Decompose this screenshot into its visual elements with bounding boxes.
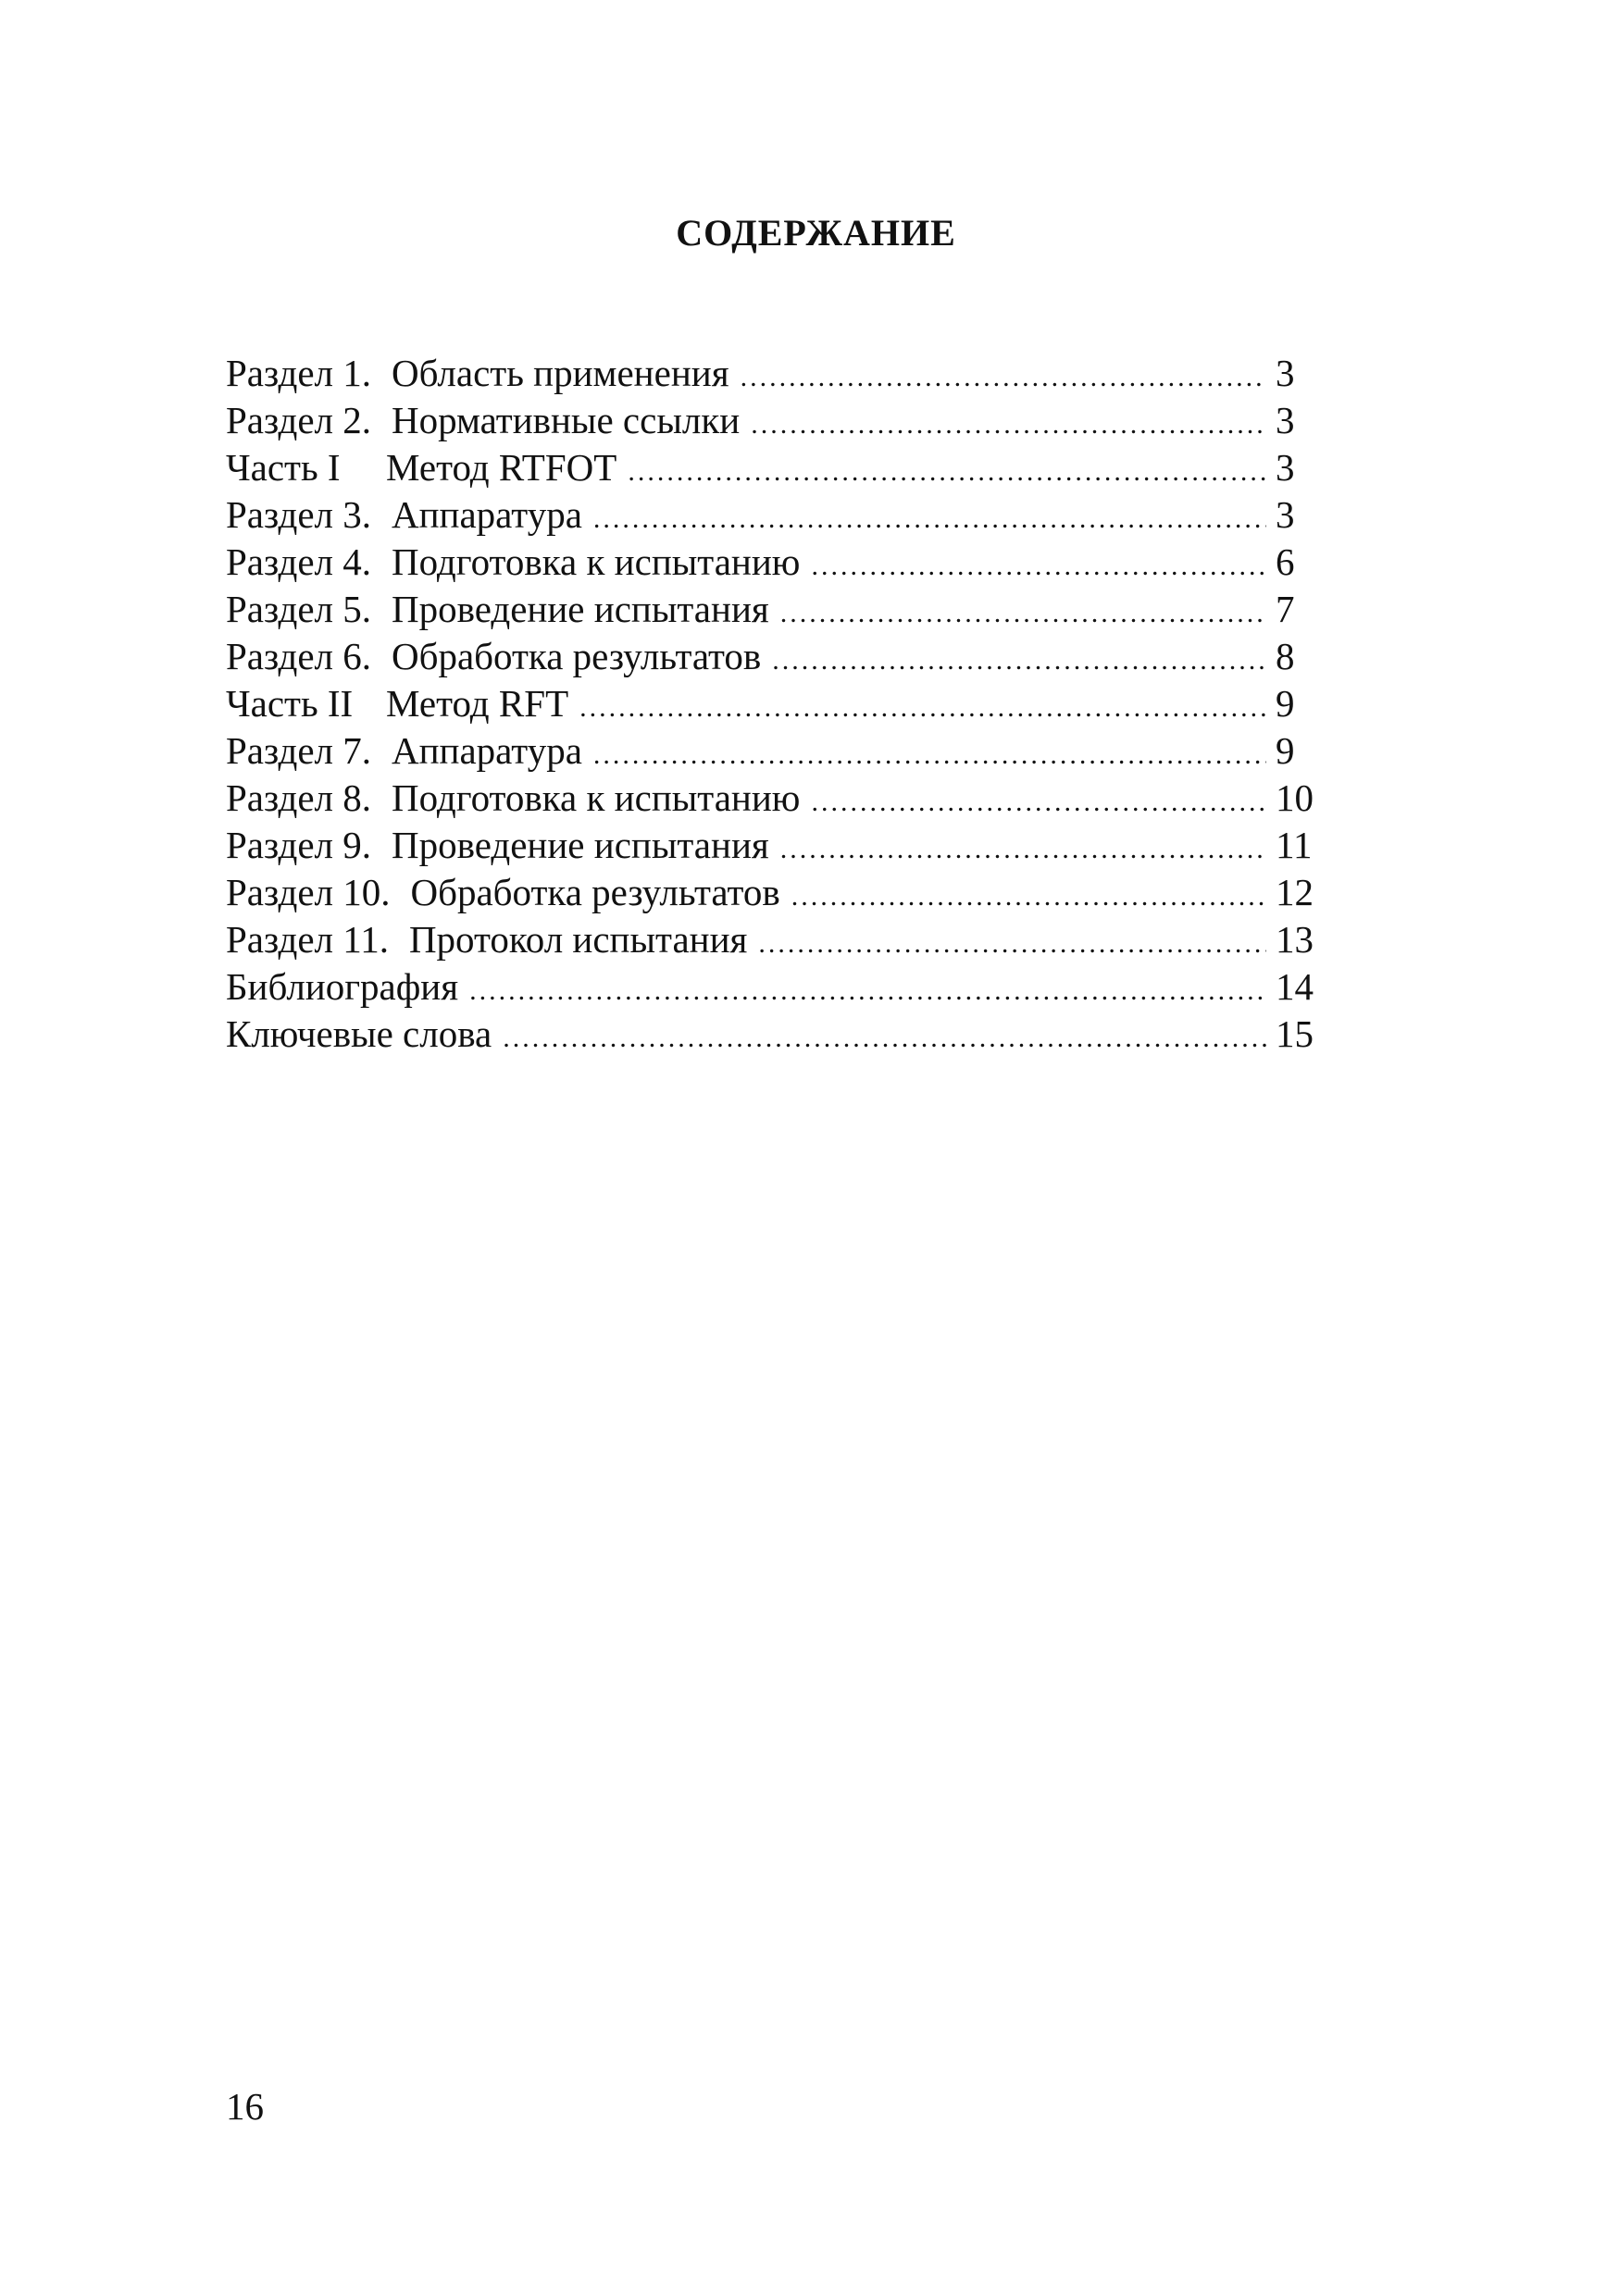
dot-leader <box>791 873 1266 920</box>
dot-leader <box>780 590 1266 637</box>
toc-entry-prefix: Раздел 11. <box>226 918 389 961</box>
toc-entry-label <box>226 775 800 822</box>
dot-leader <box>780 825 1266 873</box>
toc-entry-prefix: Раздел 3. <box>226 493 371 536</box>
dot-leader <box>628 448 1266 495</box>
dot-leader <box>469 967 1266 1014</box>
toc-entry-label <box>226 491 582 539</box>
toc-entry <box>226 397 1316 444</box>
toc-entry-page: 6 <box>1276 540 1295 583</box>
toc-entry-page: 8 <box>1276 635 1295 677</box>
dot-leader <box>593 495 1266 542</box>
dot-leader <box>503 1014 1266 1061</box>
toc-entry-title: Проведение испытания <box>391 588 769 630</box>
toc-entry-page: 14 <box>1276 965 1314 1008</box>
toc-entry-label <box>226 444 616 491</box>
toc-entry <box>226 586 1316 633</box>
toc-entry <box>226 822 1316 869</box>
toc-entry-title: Библиография <box>226 965 459 1008</box>
toc-entry-prefix: Раздел 5. <box>226 588 371 630</box>
dot-leader <box>772 637 1266 684</box>
toc-entry <box>226 539 1316 586</box>
toc-entry-title: Протокол испытания <box>408 918 748 961</box>
toc-entry-page: 9 <box>1276 729 1295 772</box>
dot-leader <box>811 542 1266 590</box>
dot-leader <box>811 778 1266 825</box>
toc-entry-prefix: Раздел 2. <box>226 399 371 441</box>
toc-entry-label <box>226 869 780 916</box>
toc-entry-title: Нормативные ссылки <box>391 399 741 441</box>
dot-leader <box>758 920 1266 967</box>
toc-entry-title: Проведение испытания <box>391 824 769 866</box>
toc-entry-prefix: Раздел 6. <box>226 635 371 677</box>
page-title: СОДЕРЖАНИЕ <box>676 212 956 254</box>
toc-entry-title: Область применения <box>391 352 729 394</box>
toc-entry <box>226 491 1316 539</box>
toc-entry-title: Ключевые слова <box>226 1012 492 1055</box>
toc-entry-title: Метод RTFOT <box>386 446 617 489</box>
toc-entry-label <box>226 586 769 633</box>
toc-entry-label <box>226 1011 492 1058</box>
page-number: 16 <box>226 2085 264 2128</box>
dot-leader <box>741 354 1266 401</box>
toc-entry-title: Аппаратура <box>391 493 582 536</box>
toc-entry-page: 9 <box>1276 682 1295 725</box>
toc-entry-title: Метод RFT <box>386 682 569 725</box>
toc-entry <box>226 680 1316 727</box>
toc-entry-page: 12 <box>1276 871 1314 913</box>
dot-leader <box>579 684 1266 731</box>
toc-entry <box>226 916 1316 963</box>
toc-entry-prefix: Часть I <box>226 446 341 489</box>
toc-entry-prefix: Часть II <box>226 682 354 725</box>
toc-entry-page: 7 <box>1276 588 1295 630</box>
dot-leader <box>593 731 1266 778</box>
toc-entry <box>226 869 1316 916</box>
toc-entry-prefix: Раздел 4. <box>226 540 371 583</box>
table-of-contents <box>226 350 1316 1058</box>
toc-entry-prefix: Раздел 9. <box>226 824 371 866</box>
toc-entry-label <box>226 633 761 680</box>
toc-entry-prefix: Раздел 10. <box>226 871 391 913</box>
toc-entry-label <box>226 539 800 586</box>
toc-entry-page: 3 <box>1276 493 1295 536</box>
toc-entry-label <box>226 680 568 727</box>
toc-entry-page: 3 <box>1276 446 1295 489</box>
toc-entry <box>226 444 1316 491</box>
toc-entry <box>226 1011 1316 1058</box>
toc-entry-label <box>226 916 747 963</box>
toc-entry-title: Обработка результатов <box>410 871 780 913</box>
dot-leader <box>751 401 1266 448</box>
toc-entry <box>226 727 1316 775</box>
toc-entry-prefix: Раздел 7. <box>226 729 371 772</box>
toc-entry <box>226 963 1316 1011</box>
toc-entry-page: 11 <box>1276 824 1313 866</box>
toc-entry-label <box>226 727 582 775</box>
toc-entry-title: Подготовка к испытанию <box>391 776 801 819</box>
toc-entry-label <box>226 822 769 869</box>
toc-entry-prefix: Раздел 1. <box>226 352 371 394</box>
toc-entry-page: 3 <box>1276 352 1295 394</box>
toc-entry-page: 3 <box>1276 399 1295 441</box>
toc-entry-title: Аппаратура <box>391 729 582 772</box>
toc-entry-page: 15 <box>1276 1012 1314 1055</box>
toc-entry-label <box>226 397 740 444</box>
toc-entry <box>226 633 1316 680</box>
toc-entry-page: 10 <box>1276 776 1314 819</box>
toc-entry-prefix: Раздел 8. <box>226 776 371 819</box>
toc-entry-title: Обработка результатов <box>391 635 762 677</box>
toc-entry-title: Подготовка к испытанию <box>391 540 801 583</box>
toc-entry-page: 13 <box>1276 918 1314 961</box>
toc-entry-label <box>226 350 729 397</box>
toc-entry <box>226 350 1316 397</box>
toc-entry <box>226 775 1316 822</box>
toc-entry-label <box>226 963 458 1011</box>
